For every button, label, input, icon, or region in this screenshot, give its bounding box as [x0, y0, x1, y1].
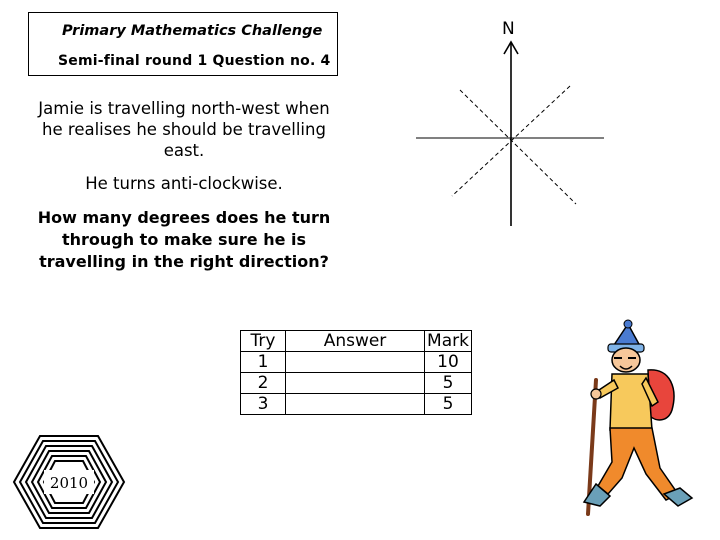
answer-cell[interactable] [286, 373, 425, 394]
question-text: Jamie is travelling north-west when he realises he should be travelling east. [38, 99, 330, 160]
question-prompt: How many degrees does he turn through to make sure he is travelling in the right direction? [37, 208, 331, 271]
answer-header: Answer [286, 331, 425, 352]
turn-direction-text: He turns anti-clockwise. [85, 174, 283, 193]
try-number: 2 [241, 373, 286, 394]
try-number: 1 [241, 352, 286, 373]
mark-header: Mark [425, 331, 472, 352]
answer-cell[interactable] [286, 394, 425, 415]
answers-table [240, 330, 472, 415]
try-header: Try [241, 331, 286, 352]
pmc-logo [10, 432, 128, 532]
mark-value: 10 [425, 352, 472, 373]
table-row [241, 352, 472, 373]
table-row [241, 373, 472, 394]
hiker-illustration [560, 318, 700, 518]
answer-cell[interactable] [286, 352, 425, 373]
mark-value: 5 [425, 394, 472, 415]
compass-diagram [410, 36, 610, 230]
table-row [241, 394, 472, 415]
trousers-icon [598, 428, 678, 500]
try-number: 3 [241, 394, 286, 415]
north-label: N [502, 19, 515, 39]
answers-table-header [241, 331, 472, 352]
mark-value: 5 [425, 373, 472, 394]
round-subtitle: Semi-final round 1 Question no. 4 [58, 53, 331, 69]
competition-title: Primary Mathematics Challenge [62, 23, 323, 39]
compass-nw-se-line [460, 90, 576, 204]
logo-year: 2010 [49, 474, 89, 492]
